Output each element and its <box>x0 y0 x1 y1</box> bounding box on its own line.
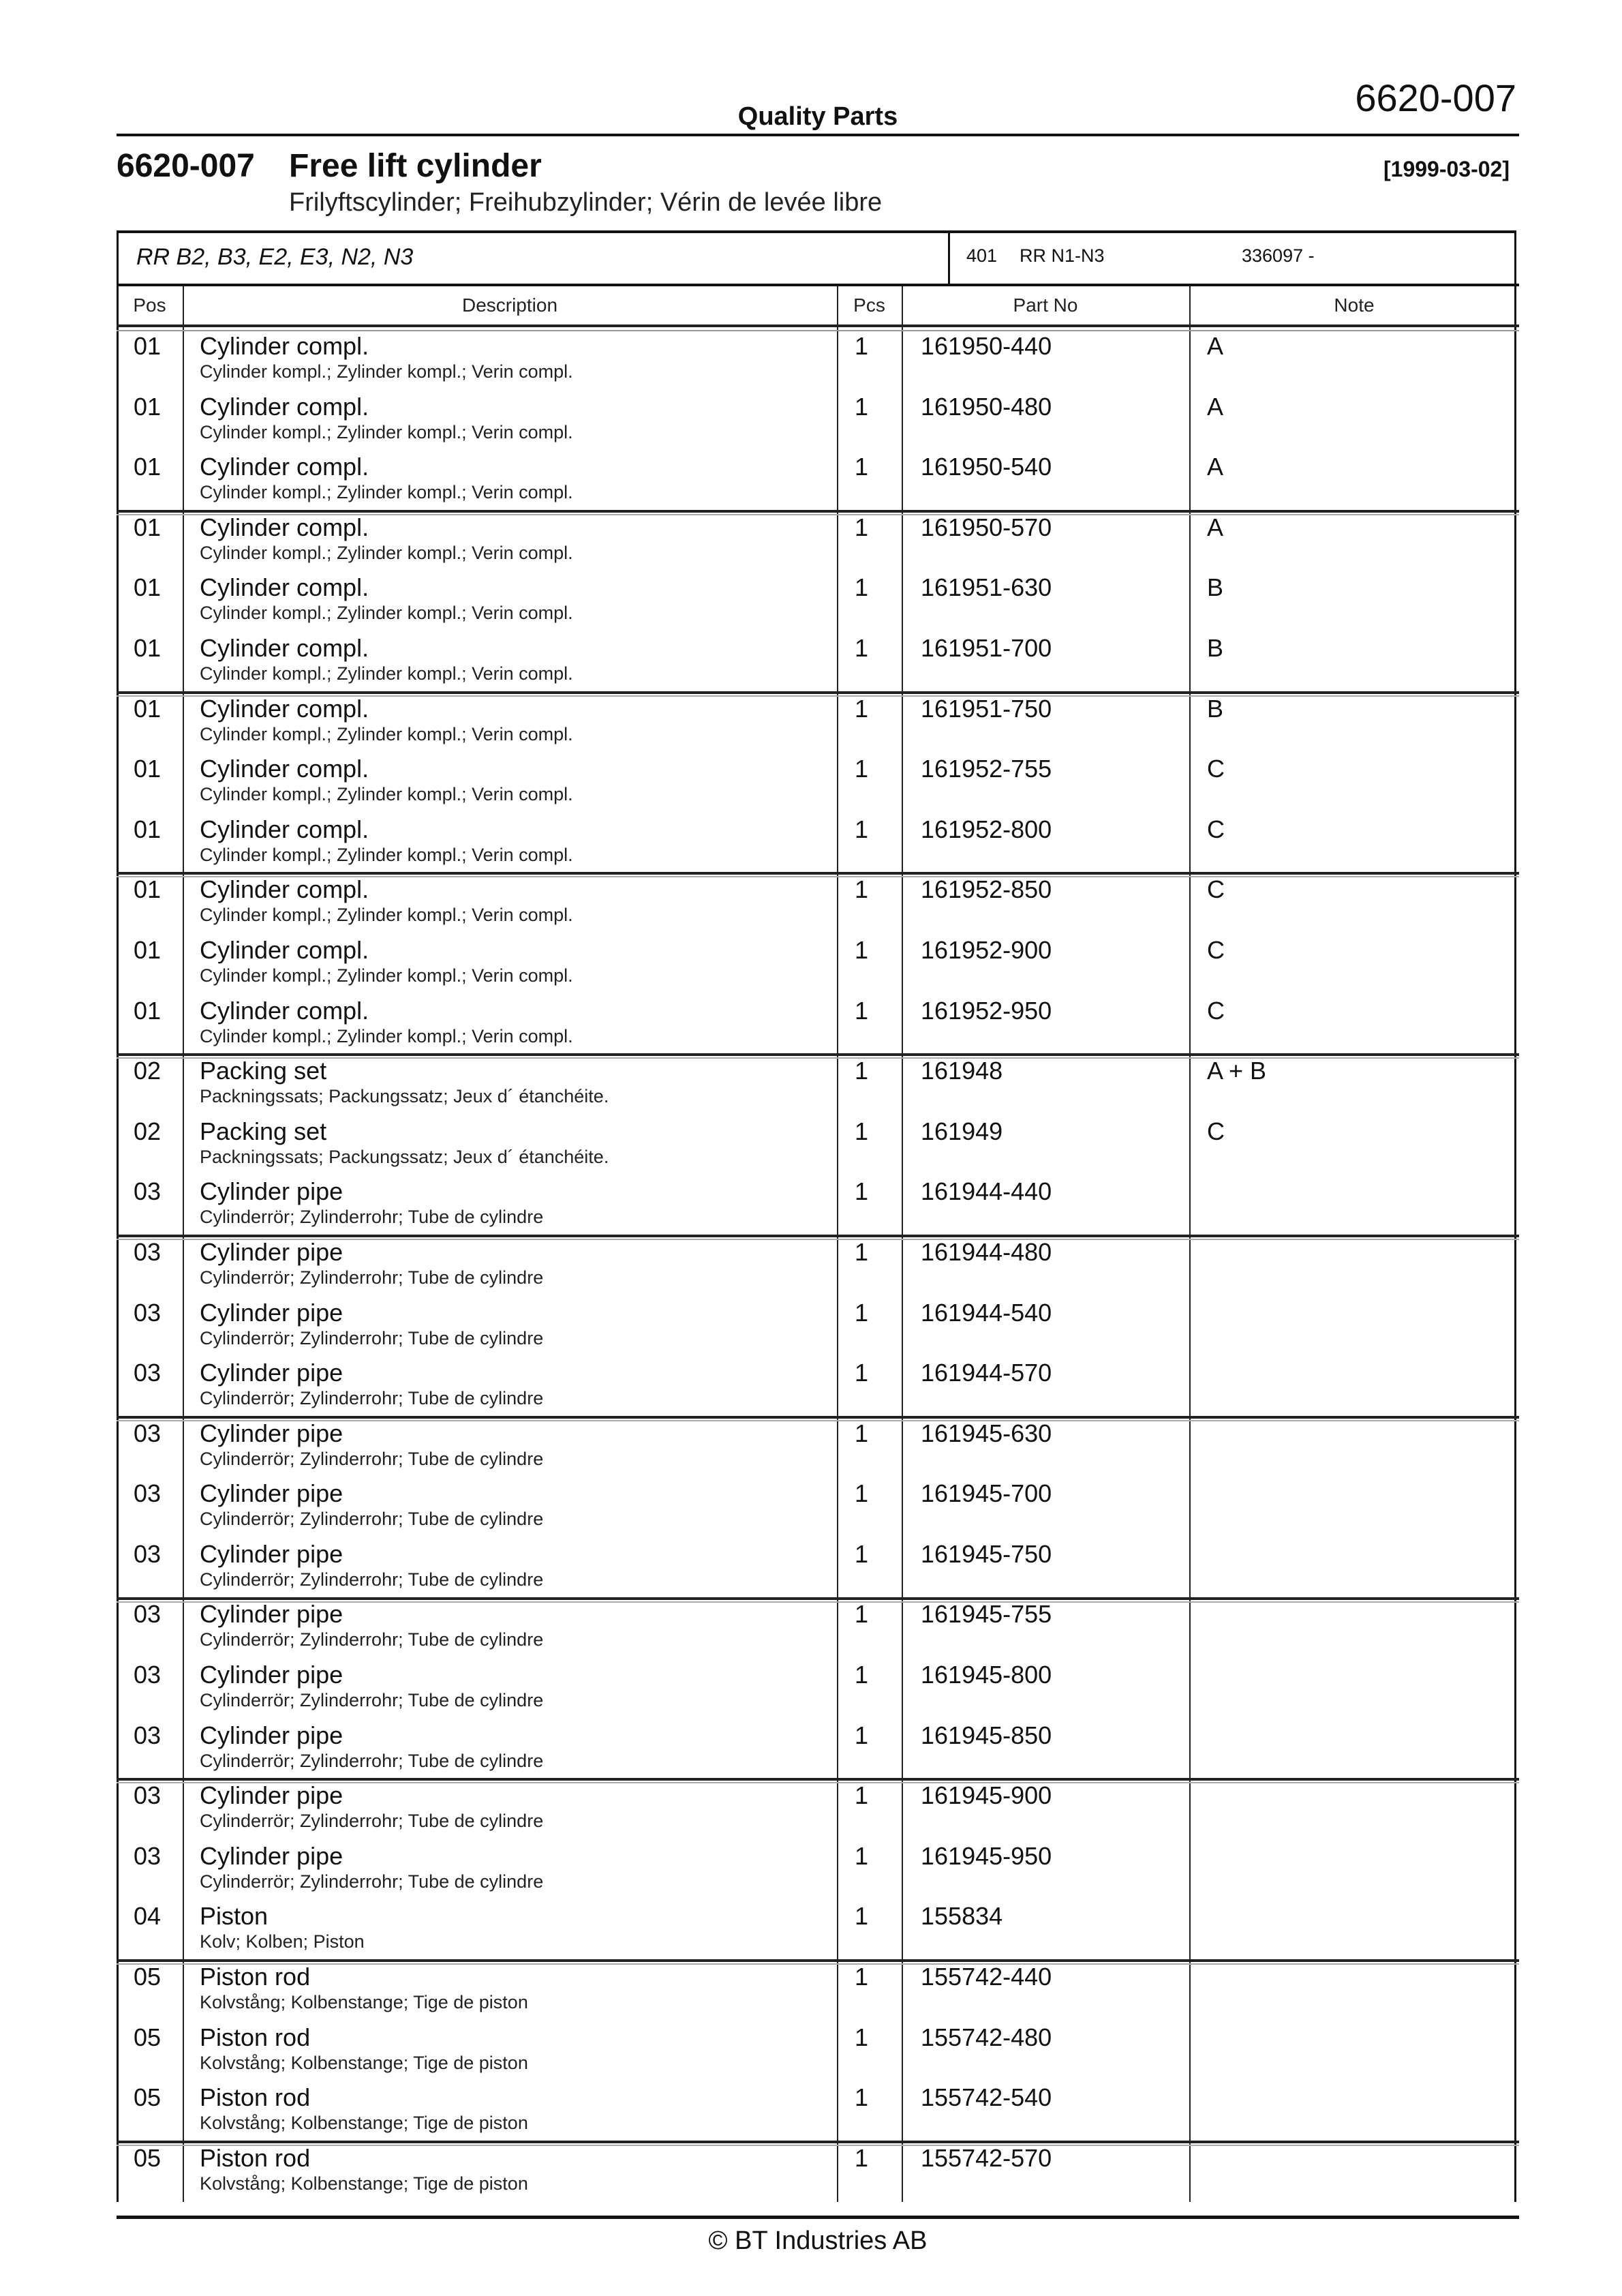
row-pos: 05 <box>134 1963 162 1991</box>
row-description-translations: Packningssats; Packungssatz; Jeux d´ étanchéite. <box>200 1086 609 1107</box>
row-note: C <box>1207 815 1225 843</box>
row-description-translations: Kolvstång; Kolbenstange; Tige de piston <box>200 2052 528 2073</box>
row-part-number: 161952-800 <box>921 815 1052 843</box>
row-description: Cylinder compl. <box>200 694 369 723</box>
row-part-number: 161951-700 <box>921 633 1052 662</box>
row-description-translations: Cylinder kompl.; Zylinder kompl.; Verin compl. <box>200 965 573 986</box>
row-description-translations: Cylinderrör; Zylinderrohr; Tube de cylindre <box>200 1811 544 1832</box>
header-rule <box>117 324 1519 327</box>
revision-date: [1999-03-02] <box>1383 157 1510 181</box>
row-pos: 01 <box>134 996 162 1025</box>
row-part-number: 161945-950 <box>921 1841 1052 1870</box>
row-pcs: 1 <box>855 694 869 723</box>
table-row <box>117 2083 1519 2143</box>
row-description-translations: Cylinderrör; Zylinderrohr; Tube de cylindre <box>200 1207 544 1228</box>
row-description-translations: Cylinder kompl.; Zylinder kompl.; Verin compl. <box>200 482 573 503</box>
row-description: Cylinder pipe <box>200 1479 343 1508</box>
row-description: Cylinder compl. <box>200 996 369 1025</box>
table-row <box>117 1479 1519 1539</box>
row-description-translations: Cylinderrör; Zylinderrohr; Tube de cylindre <box>200 1690 544 1711</box>
table-row <box>117 1177 1519 1237</box>
model-row-divider <box>117 284 1519 286</box>
row-description: Cylinder pipe <box>200 1237 343 1266</box>
row-pcs: 1 <box>855 1661 869 1689</box>
row-pos: 01 <box>134 332 162 360</box>
table-row <box>117 1419 1519 1479</box>
table-row <box>117 1056 1519 1117</box>
row-description: Cylinder pipe <box>200 1600 343 1629</box>
row-part-number: 161945-850 <box>921 1721 1052 1749</box>
row-description-translations: Kolv; Kolben; Piston <box>200 1931 365 1952</box>
row-description: Piston <box>200 1902 269 1931</box>
row-note: A <box>1207 392 1224 421</box>
row-description-translations: Cylinder kompl.; Zylinder kompl.; Verin compl. <box>200 905 573 926</box>
row-pcs: 1 <box>855 1600 869 1629</box>
table-row <box>117 392 1519 453</box>
row-pos: 03 <box>134 1841 162 1870</box>
table-row <box>117 1539 1519 1600</box>
row-note: C <box>1207 996 1225 1025</box>
row-pcs: 1 <box>855 2143 869 2172</box>
row-pcs: 1 <box>855 633 869 662</box>
row-pos: 02 <box>134 1057 162 1085</box>
row-note: B <box>1207 573 1224 602</box>
row-pos: 02 <box>134 1117 162 1145</box>
header-divider <box>117 134 1519 136</box>
row-pos: 03 <box>134 1781 162 1810</box>
row-part-number: 161952-900 <box>921 935 1052 964</box>
row-description-translations: Packningssats; Packungssatz; Jeux d´ étanchéite. <box>200 1146 609 1167</box>
row-part-number: 161949 <box>921 1117 1003 1145</box>
row-pos: 01 <box>134 815 162 843</box>
row-description-translations: Cylinderrör; Zylinderrohr; Tube de cylindre <box>200 1327 544 1348</box>
table-row <box>117 331 1519 392</box>
table-row <box>117 1599 1519 1660</box>
table-row <box>117 1298 1519 1359</box>
row-pcs: 1 <box>855 573 869 602</box>
row-description: Cylinder compl. <box>200 573 369 602</box>
row-description: Cylinder compl. <box>200 513 369 541</box>
row-pos: 03 <box>134 1539 162 1568</box>
row-pos: 05 <box>134 2143 162 2172</box>
row-pcs: 1 <box>855 1117 869 1145</box>
row-part-number: 161945-700 <box>921 1479 1052 1508</box>
row-description-translations: Cylinder kompl.; Zylinder kompl.; Verin compl. <box>200 603 573 624</box>
row-description-translations: Cylinder kompl.; Zylinder kompl.; Verin compl. <box>200 421 573 442</box>
column-header-description: Description <box>461 294 558 316</box>
row-description-translations: Cylinderrör; Zylinderrohr; Tube de cylindre <box>200 1750 544 1771</box>
table-row <box>117 1237 1519 1298</box>
table-row <box>117 2023 1519 2083</box>
row-pcs: 1 <box>855 513 869 541</box>
row-description: Piston rod <box>200 2083 311 2112</box>
row-part-number: 161948 <box>921 1057 1003 1085</box>
row-description-translations: Kolvstång; Kolbenstange; Tige de piston <box>200 2173 528 2194</box>
row-pos: 01 <box>134 875 162 904</box>
row-note: A + B <box>1207 1057 1267 1085</box>
model-code: 401 <box>966 245 998 266</box>
row-pos: 01 <box>134 573 162 602</box>
row-pos: 01 <box>134 755 162 783</box>
row-description-translations: Cylinder kompl.; Zylinder kompl.; Verin compl. <box>200 844 573 865</box>
row-description: Cylinder compl. <box>200 815 369 843</box>
row-part-number: 161951-750 <box>921 694 1052 723</box>
table-row <box>117 2143 1519 2204</box>
table-row <box>117 996 1519 1057</box>
row-note: C <box>1207 755 1225 783</box>
row-part-number: 161944-480 <box>921 1237 1052 1266</box>
row-pos: 03 <box>134 1661 162 1689</box>
row-description-translations: Cylinderrör; Zylinderrohr; Tube de cylindre <box>200 1629 544 1650</box>
row-part-number: 161945-750 <box>921 1539 1052 1568</box>
table-row <box>117 1781 1519 1841</box>
row-pos: 03 <box>134 1177 162 1206</box>
table-row <box>117 815 1519 875</box>
table-row <box>117 452 1519 513</box>
row-description-translations: Cylinder kompl.; Zylinder kompl.; Verin compl. <box>200 542 573 563</box>
row-pos: 03 <box>134 1237 162 1266</box>
row-pcs: 1 <box>855 1419 869 1447</box>
row-pcs: 1 <box>855 1237 869 1266</box>
row-pcs: 1 <box>855 1539 869 1568</box>
row-pos: 03 <box>134 1298 162 1327</box>
table-row <box>117 1660 1519 1721</box>
footer-divider <box>117 2216 1519 2219</box>
row-pcs: 1 <box>855 2023 869 2051</box>
row-description-translations: Cylinder kompl.; Zylinder kompl.; Verin compl. <box>200 663 573 684</box>
row-part-number: 161945-900 <box>921 1781 1052 1810</box>
row-part-number: 161945-630 <box>921 1419 1052 1447</box>
serial-range: 336097 - <box>1242 245 1315 266</box>
table-row <box>117 1901 1519 1962</box>
row-pcs: 1 <box>855 453 869 481</box>
column-header-partno: Part No <box>1013 294 1078 316</box>
row-pcs: 1 <box>855 1781 869 1810</box>
row-description-translations: Cylinderrör; Zylinderrohr; Tube de cylindre <box>200 1267 544 1288</box>
row-part-number: 161944-570 <box>921 1359 1052 1387</box>
row-pos: 01 <box>134 453 162 481</box>
row-description-translations: Cylinderrör; Zylinderrohr; Tube de cylindre <box>200 1569 544 1590</box>
row-description: Cylinder pipe <box>200 1419 343 1447</box>
row-part-number: 161952-850 <box>921 875 1052 904</box>
table-row <box>117 1841 1519 1902</box>
row-part-number: 161945-800 <box>921 1661 1052 1689</box>
row-note: C <box>1207 1117 1225 1145</box>
row-note: C <box>1207 935 1225 964</box>
table-row <box>117 1117 1519 1177</box>
row-description: Packing set <box>200 1057 327 1085</box>
row-pcs: 1 <box>855 755 869 783</box>
row-pos: 03 <box>134 1600 162 1629</box>
row-pcs: 1 <box>855 1479 869 1508</box>
row-pcs: 1 <box>855 1298 869 1327</box>
table-row <box>117 1962 1519 2023</box>
row-description-translations: Cylinderrör; Zylinderrohr; Tube de cylindre <box>200 1871 544 1892</box>
row-note: B <box>1207 633 1224 662</box>
row-part-number: 161951-630 <box>921 573 1052 602</box>
row-part-number: 161950-540 <box>921 453 1052 481</box>
row-part-number: 155742-480 <box>921 2023 1052 2051</box>
row-note: A <box>1207 453 1224 481</box>
row-pos: 01 <box>134 513 162 541</box>
model-range: RR N1-N3 <box>1020 245 1105 266</box>
page-title: Free lift cylinder <box>289 148 542 184</box>
row-pos: 05 <box>134 2083 162 2112</box>
table-row <box>117 935 1519 996</box>
title-code: 6620-007 <box>117 148 255 184</box>
row-description: Cylinder pipe <box>200 1177 343 1206</box>
row-pos: 03 <box>134 1479 162 1508</box>
row-pcs: 1 <box>855 875 869 904</box>
row-note: C <box>1207 875 1225 904</box>
row-pos: 01 <box>134 935 162 964</box>
row-description: Cylinder pipe <box>200 1661 343 1689</box>
row-part-number: 155742-440 <box>921 1963 1052 1991</box>
row-pos: 03 <box>134 1359 162 1387</box>
row-pcs: 1 <box>855 1177 869 1206</box>
row-description: Cylinder pipe <box>200 1298 343 1327</box>
row-part-number: 161944-440 <box>921 1177 1052 1206</box>
row-part-number: 155742-540 <box>921 2083 1052 2112</box>
row-part-number: 161950-480 <box>921 392 1052 421</box>
title-translations: Frilyftscylinder; Freihubzylinder; Vérin de levée libre <box>289 188 883 217</box>
section-heading: Quality Parts <box>737 102 898 131</box>
row-description-translations: Cylinder kompl.; Zylinder kompl.; Verin compl. <box>200 784 573 805</box>
row-note: B <box>1207 694 1224 723</box>
row-pos: 01 <box>134 694 162 723</box>
table-row <box>117 573 1519 633</box>
table-row <box>117 513 1519 573</box>
row-pcs: 1 <box>855 1721 869 1749</box>
row-description: Cylinder compl. <box>200 935 369 964</box>
row-pcs: 1 <box>855 815 869 843</box>
row-description: Cylinder pipe <box>200 1781 343 1810</box>
row-description: Piston rod <box>200 2143 311 2172</box>
column-header-pos: Pos <box>133 294 166 316</box>
row-description-translations: Kolvstång; Kolbenstange; Tige de piston <box>200 2113 528 2134</box>
row-note: A <box>1207 513 1224 541</box>
row-pcs: 1 <box>855 1057 869 1085</box>
row-pos: 01 <box>134 633 162 662</box>
row-part-number: 155834 <box>921 1902 1003 1931</box>
page-code-top: 6620-007 <box>1355 76 1516 119</box>
table-row <box>117 633 1519 694</box>
row-description-translations: Cylinderrör; Zylinderrohr; Tube de cylindre <box>200 1509 544 1530</box>
row-part-number: 161952-755 <box>921 755 1052 783</box>
row-pos: 03 <box>134 1721 162 1749</box>
row-pos: 05 <box>134 2023 162 2051</box>
row-description: Packing set <box>200 1117 327 1145</box>
model-divider <box>948 233 950 285</box>
row-part-number: 161950-440 <box>921 332 1052 360</box>
table-row <box>117 694 1519 755</box>
row-pcs: 1 <box>855 1902 869 1931</box>
row-pcs: 1 <box>855 935 869 964</box>
row-pcs: 1 <box>855 392 869 421</box>
row-pcs: 1 <box>855 1963 869 1991</box>
row-description: Piston rod <box>200 1963 311 1991</box>
row-part-number: 161944-540 <box>921 1298 1052 1327</box>
row-pos: 01 <box>134 392 162 421</box>
model-list: RR B2, B3, E2, E3, N2, N3 <box>136 244 414 270</box>
row-part-number: 161950-570 <box>921 513 1052 541</box>
row-description-translations: Kolvstång; Kolbenstange; Tige de piston <box>200 1992 528 2013</box>
table-row <box>117 754 1519 815</box>
row-part-number: 161945-755 <box>921 1600 1052 1629</box>
row-description: Cylinder compl. <box>200 755 369 783</box>
row-description: Cylinder compl. <box>200 633 369 662</box>
table-row <box>117 875 1519 935</box>
row-description-translations: Cylinderrör; Zylinderrohr; Tube de cylindre <box>200 1388 544 1409</box>
row-description: Piston rod <box>200 2023 311 2051</box>
row-description: Cylinder compl. <box>200 392 369 421</box>
row-pcs: 1 <box>855 996 869 1025</box>
row-pcs: 1 <box>855 1359 869 1387</box>
row-description: Cylinder compl. <box>200 875 369 904</box>
row-description-translations: Cylinder kompl.; Zylinder kompl.; Verin compl. <box>200 1025 573 1046</box>
row-pcs: 1 <box>855 332 869 360</box>
column-header-pcs: Pcs <box>853 294 885 316</box>
row-pos: 03 <box>134 1419 162 1447</box>
row-pcs: 1 <box>855 2083 869 2112</box>
row-note: A <box>1207 332 1224 360</box>
row-part-number: 161952-950 <box>921 996 1052 1025</box>
row-description: Cylinder pipe <box>200 1539 343 1568</box>
table-row <box>117 1721 1519 1781</box>
row-description-translations: Cylinder kompl.; Zylinder kompl.; Verin compl. <box>200 723 573 744</box>
row-description: Cylinder compl. <box>200 453 369 481</box>
copyright: © BT Industries AB <box>708 2226 928 2255</box>
row-description: Cylinder pipe <box>200 1359 343 1387</box>
parts-table-body <box>117 331 1519 2203</box>
row-description-translations: Cylinderrör; Zylinderrohr; Tube de cylindre <box>200 1448 544 1469</box>
row-part-number: 155742-570 <box>921 2143 1052 2172</box>
row-description: Cylinder pipe <box>200 1841 343 1870</box>
row-pos: 04 <box>134 1902 162 1931</box>
column-header-note: Note <box>1334 294 1375 316</box>
row-pcs: 1 <box>855 1841 869 1870</box>
row-description-translations: Cylinder kompl.; Zylinder kompl.; Verin compl. <box>200 361 573 382</box>
row-description: Cylinder compl. <box>200 332 369 360</box>
row-description: Cylinder pipe <box>200 1721 343 1749</box>
table-row <box>117 1358 1519 1419</box>
